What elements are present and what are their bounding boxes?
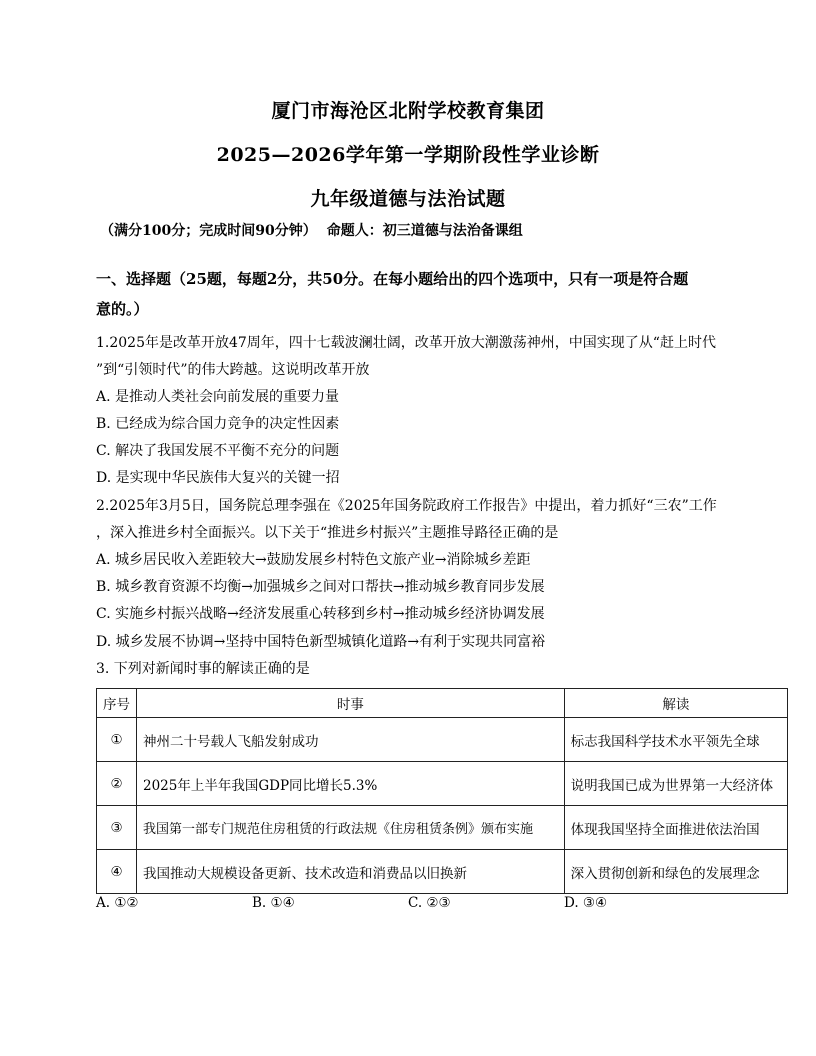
answer-choices — [96, 895, 720, 911]
answer-option: D. ③④ — [564, 895, 608, 911]
answer-option: B. 已经成为综合国力竞争的决定性因素 — [96, 416, 340, 432]
table-cell: ② — [97, 762, 137, 806]
exam-info — [100, 220, 523, 240]
table-row — [97, 718, 788, 762]
table-cell: ① — [97, 718, 137, 762]
answer-option: C. ②③ — [408, 895, 451, 911]
score-time-info: （满分100分；完成时间90分钟） — [100, 223, 317, 239]
table-cell: 体现我国坚持全面推进依法治国 — [564, 806, 787, 850]
answer-option: A. 城乡居民收入差距较大→鼓励发展乡村特色文旅产业→消除城乡差距 — [96, 552, 531, 568]
table-cell: 神州二十号载人飞船发射成功 — [137, 718, 565, 762]
subject-title: 九年级道德与法治试题 — [310, 188, 506, 210]
table-cell: ④ — [97, 850, 137, 894]
section-heading — [96, 264, 736, 324]
question-stem-line: 2.2025年3月5日，国务院总理李强在《2025年国务院政府工作报告》中提出，着力抓好“三农”工作 — [96, 498, 717, 514]
school-title: 厦门市海沧区北附学校教育集团 — [271, 100, 545, 122]
answer-option: C. 实施乡村振兴战略→经济发展重心转移到乡村→推动城乡经济协调发展 — [96, 606, 545, 622]
term-title: 2025—2026学年第一学期阶段性学业诊断 — [216, 144, 600, 166]
question-stem-line: ，深入推进乡村全面振兴。以下关于“推进乡村振兴”主题推导路径正确的是 — [96, 525, 559, 541]
table-cell: 我国推动大规模设备更新、技术改造和消费品以旧换新 — [137, 850, 565, 894]
table-cell: 说明我国已成为世界第一大经济体 — [564, 762, 787, 806]
answer-option: D. 是实现中华民族伟大复兴的关键一招 — [96, 470, 340, 486]
table-cell: 深入贯彻创新和绿色的发展理念 — [564, 850, 787, 894]
answer-option: C. 解决了我国发展不平衡不充分的问题 — [96, 443, 340, 459]
table-cell: 标志我国科学技术水平领先全球 — [564, 718, 787, 762]
news-events-table — [96, 688, 788, 894]
answer-option: A. 是推动人类社会向前发展的重要力量 — [96, 389, 340, 405]
table-cell: 2025年上半年我国GDP同比增长5.3% — [137, 762, 565, 806]
table-row — [97, 806, 788, 850]
table-header-row — [97, 689, 788, 718]
table-cell: ③ — [97, 806, 137, 850]
answer-option: A. ①② — [96, 895, 139, 911]
table-row — [97, 762, 788, 806]
author-info: 命题人：初三道德与法治备课组 — [326, 223, 523, 239]
column-header: 时事 — [137, 689, 565, 718]
column-header: 序号 — [97, 689, 137, 718]
section-heading-line: 一、选择题（25题，每题2分，共50分。在每小题给出的四个选项中，只有一项是符合题 — [96, 270, 689, 288]
section-heading-line: 意的。） — [96, 300, 149, 318]
question-stem-line: 1.2025年是改革开放47周年，四十七载波澜壮阔，改革开放大潮激荡神州，中国实现了从“赶上时代 — [96, 335, 716, 351]
answer-option: D. 城乡发展不协调→坚持中国特色新型城镇化道路→有利于实现共同富裕 — [96, 634, 546, 650]
answer-option: B. ①④ — [252, 895, 295, 911]
question-stem-line: 3. 下列对新闻时事的解读正确的是 — [96, 661, 310, 677]
question-stem-line: ”到“引领时代”的伟大跨越。这说明改革开放 — [96, 362, 370, 378]
column-header: 解读 — [564, 689, 787, 718]
table-row — [97, 850, 788, 894]
answer-option: B. 城乡教育资源不均衡→加强城乡之间对口帮扶→推动城乡教育同步发展 — [96, 579, 545, 595]
table-cell: 我国第一部专门规范住房租赁的行政法规《住房租赁条例》颁布实施 — [137, 806, 565, 850]
